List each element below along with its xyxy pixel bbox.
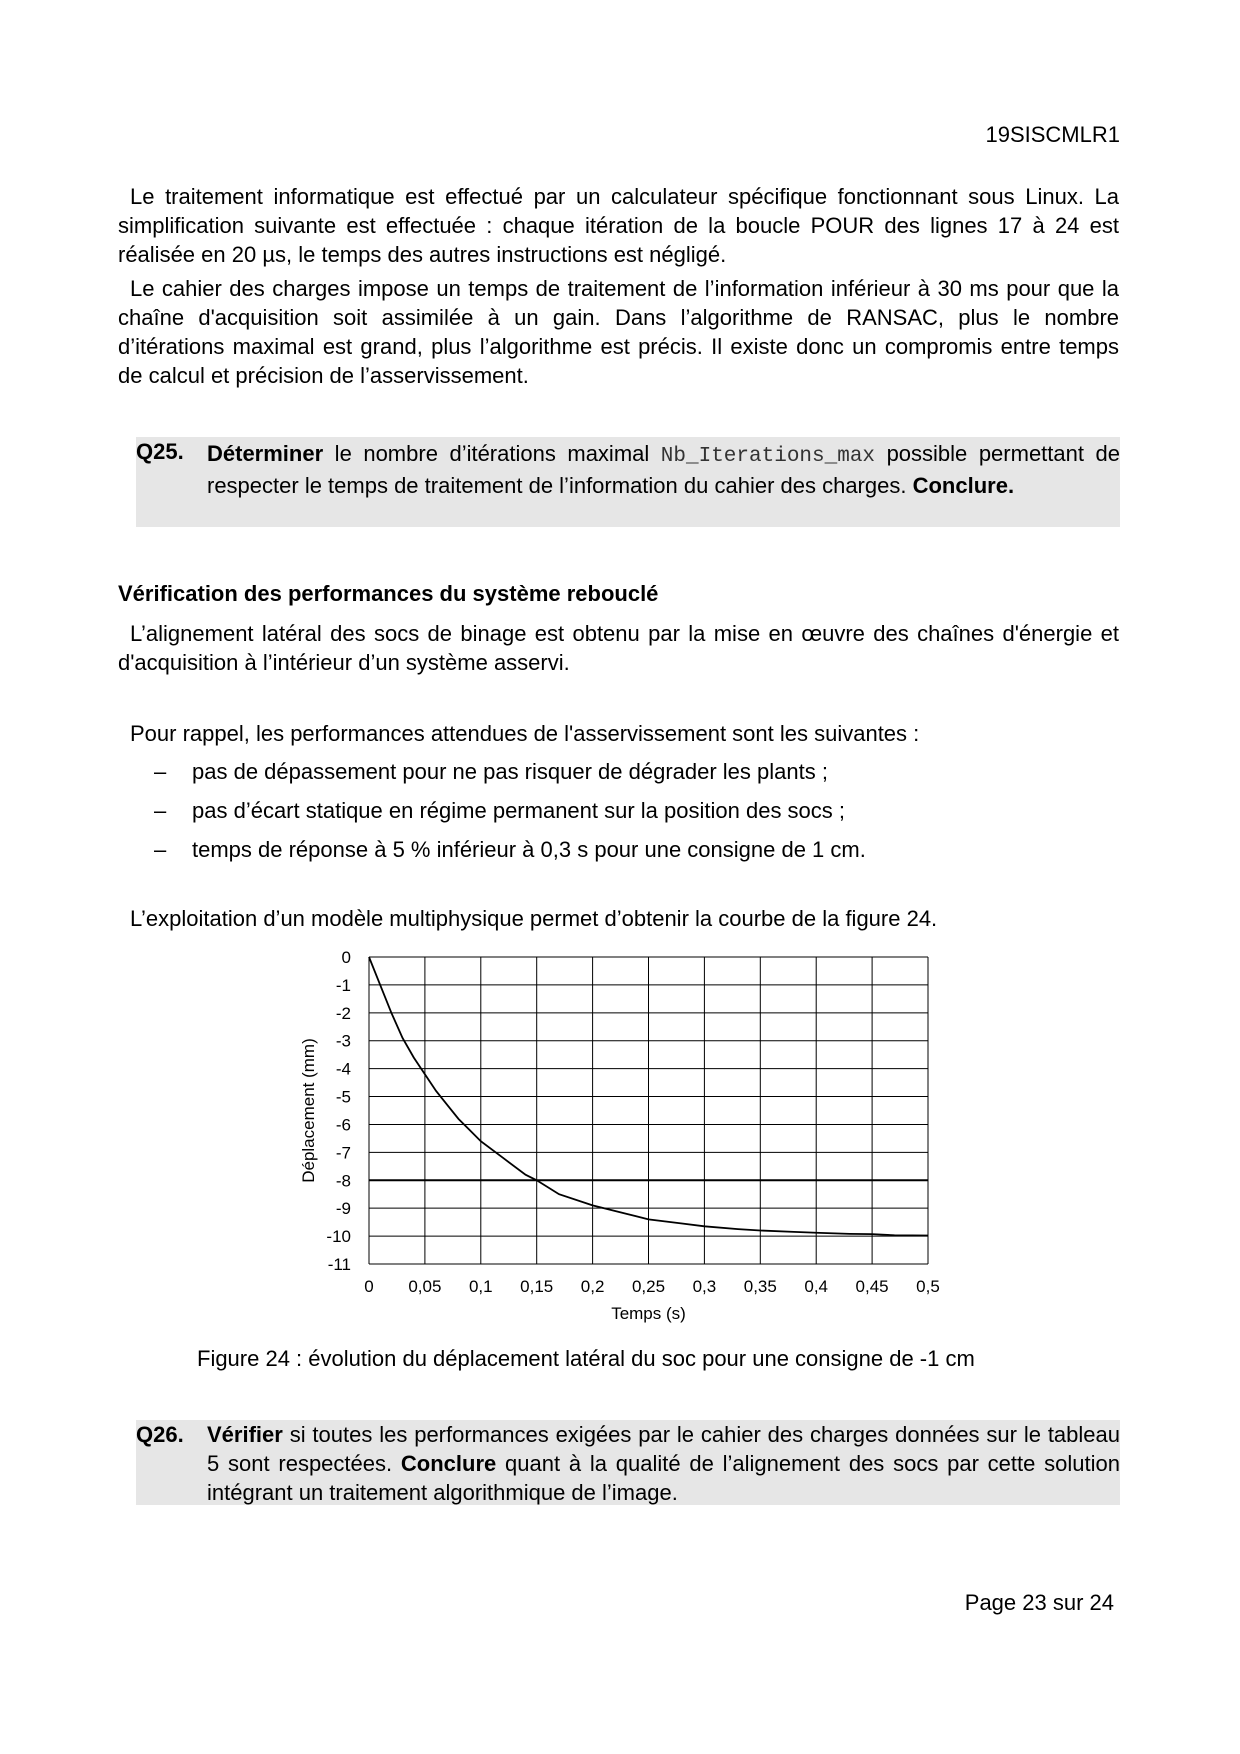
x-tick-label: 0,2 <box>580 1277 605 1296</box>
performance-list <box>118 757 866 874</box>
paragraph: Le cahier des charges impose un temps de traitement de l’information inférieur à 30 ms pour que la chaîne d'acquisition soit assimilée à un gain. Dans l’algorithme de RANSAC, plus le nombre d’itérations maximal est grand, plus l’algorithme est précis. Il existe donc un compromis entre temps de calcul et précision de l’asservissement. <box>118 276 1119 388</box>
x-tick-label: 0,15 <box>520 1277 554 1296</box>
intro-text <box>118 182 1119 390</box>
list-item: – temps de réponse à 5 % inférieur à 0,3 s pour une consigne de 1 cm. <box>154 837 866 862</box>
y-tick-label: -9 <box>335 1199 351 1219</box>
question-text: Vérifier si toutes les performances exigées par le cahier des charges données sur le tableau 5 sont respectées. Conclure quant à la qualité de l’alignement des socs par cette solution intégrant un traitement algorithmique de l’image. <box>207 1422 1120 1505</box>
section-heading: Vérification des performances du système rebouclé <box>118 581 659 606</box>
x-tick-label: 0 <box>364 1277 374 1296</box>
question-number: Q26. <box>136 1422 184 1447</box>
x-tick-label: 0,4 <box>804 1277 829 1296</box>
figure-caption: Figure 24 : évolution du déplacement latéral du soc pour une consigne de -1 cm <box>197 1346 975 1371</box>
y-tick-label: -10 <box>326 1227 351 1247</box>
verb: Déterminer <box>207 441 324 466</box>
code-variable: Nb_Iterations_max <box>660 445 876 468</box>
y-tick-label: -5 <box>335 1087 351 1107</box>
x-tick-label: 0,3 <box>692 1277 717 1296</box>
y-tick-label: -4 <box>335 1059 351 1079</box>
page-number: Page 23 sur 24 <box>964 1590 1114 1615</box>
y-tick-label: -2 <box>335 1003 351 1023</box>
y-tick-label: -11 <box>327 1255 351 1274</box>
question-q25 <box>136 437 1120 527</box>
x-tick-label: 0,25 <box>631 1277 666 1296</box>
verb: Vérifier <box>207 1422 283 1447</box>
question-text: Déterminer le nombre d’itérations maximal Nb_Iterations_max possible permettant de respecter le temps de traitement de l’information du cahier des charges. Conclure. <box>207 441 1120 498</box>
reminder-text: Pour rappel, les performances attendues de l'asservissement sont les suivantes : <box>130 721 920 746</box>
exploitation-text: L’exploitation d’un modèle multiphysique permet d’obtenir la courbe de la figure 24. <box>130 906 938 931</box>
y-tick-label: -3 <box>335 1031 351 1051</box>
list-item: – pas d’écart statique en régime permanent sur la position des socs ; <box>154 798 846 823</box>
question-number: Q25. <box>136 439 184 464</box>
x-tick-label: 0,35 <box>743 1277 777 1296</box>
question-q26 <box>136 1420 1120 1505</box>
verb: Conclure. <box>912 473 1015 498</box>
x-tick-label: 0,05 <box>408 1277 442 1296</box>
y-tick-label: -6 <box>335 1115 351 1135</box>
verb: Conclure <box>400 1451 497 1476</box>
x-tick-label: 0,5 <box>916 1277 940 1296</box>
x-tick-label: 0,1 <box>468 1277 493 1296</box>
x-axis-label: Temps (s) <box>611 1304 686 1323</box>
list-item: – pas de dépassement pour ne pas risquer de dégrader les plants ; <box>154 759 828 784</box>
paragraph: Le traitement informatique est effectué par un calculateur spécifique fonctionnant sous Linux. La simplification suivante est effectuée : chaque itération de la boucle POUR des lignes 17 à 24 est réalisée en 20 µs, le temps des autres instructions est négligé. <box>118 184 1119 267</box>
document-code: 19SISCMLR1 <box>985 122 1120 147</box>
y-axis-label: Déplacement (mm) <box>299 1038 318 1183</box>
y-tick-label: -7 <box>335 1143 351 1163</box>
section-intro: L’alignement latéral des socs de binage est obtenu par la mise en œuvre des chaînes d'énergie et d'acquisition à l’intérieur d’un système asservi. <box>118 621 1119 675</box>
y-tick-label: -8 <box>335 1171 351 1191</box>
x-tick-label: 0,45 <box>855 1277 889 1296</box>
figure-24-chart <box>0 940 1240 1330</box>
y-tick-label: 0 <box>341 948 351 967</box>
y-tick-label: -1 <box>335 975 351 995</box>
